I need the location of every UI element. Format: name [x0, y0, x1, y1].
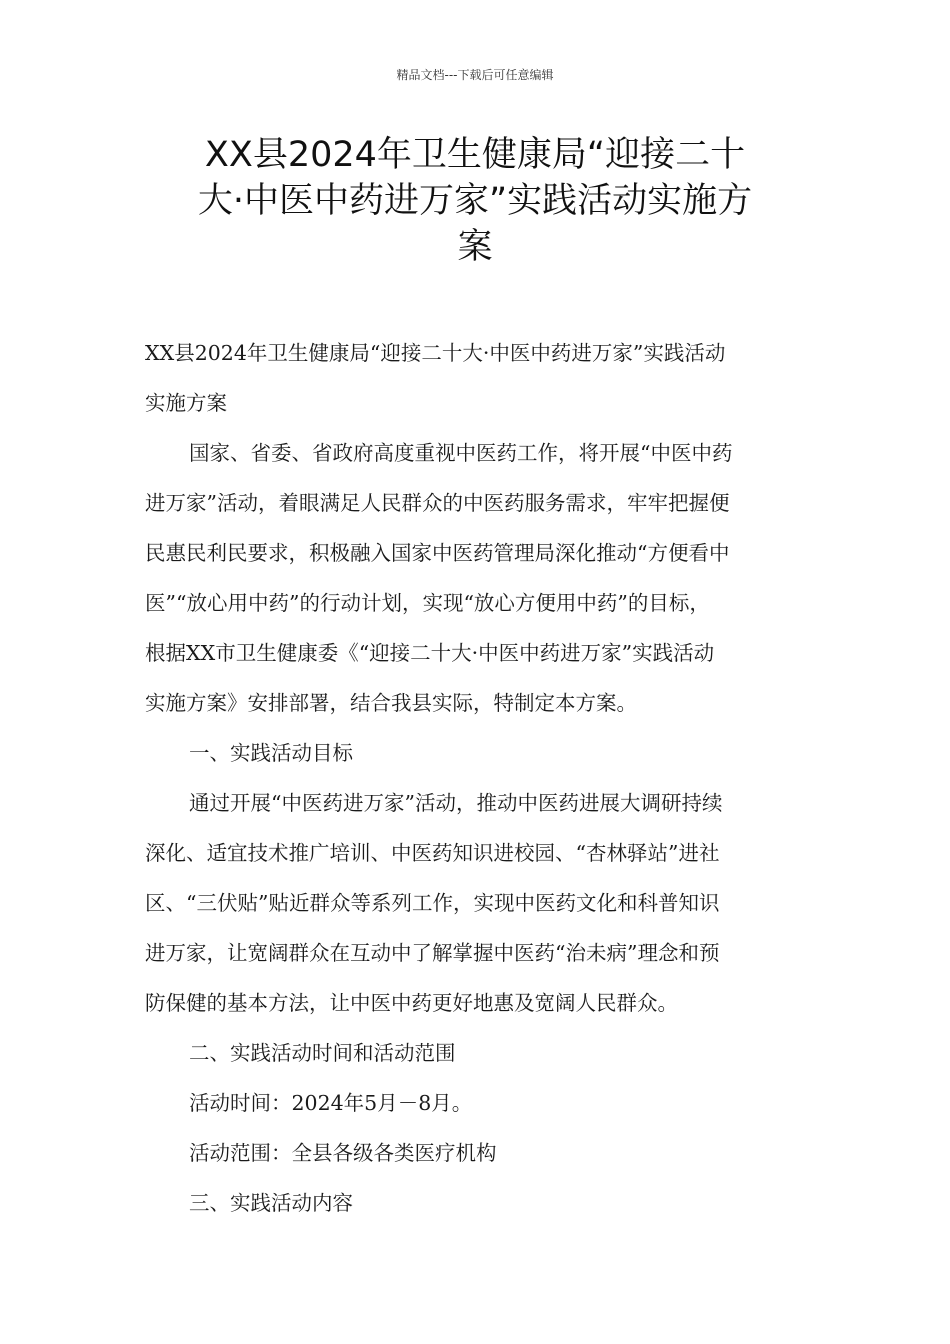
- section-heading: 三、实践活动内容: [189, 1191, 353, 1215]
- body-line: 民惠民利民要求，积极融入国家中医药管理局深化推动“方便看中: [145, 541, 730, 565]
- body-line: 根据XX市卫生健康委《“迎接二十大·中医中药进万家”实践活动: [145, 641, 715, 665]
- body-line: XX县2024年卫生健康局“迎接二十大·中医中药进万家”实践活动: [145, 341, 726, 365]
- body-line: 深化、适宜技术推广培训、中医药知识进校园、“杏林驿站”进社: [145, 841, 720, 865]
- section-heading: 一、实践活动目标: [189, 741, 353, 765]
- body-line: 实施方案》安排部署，结合我县实际，特制定本方案。: [145, 691, 637, 715]
- title-line-3: 案: [457, 227, 493, 267]
- body-line: 国家、省委、省政府高度重视中医药工作，将开展“中医中药: [189, 441, 733, 465]
- body-line: 进万家”活动，着眼满足人民群众的中医药服务需求，牢牢把握便: [145, 491, 730, 515]
- body-line: 活动时间：2024年5月－8月。: [189, 1091, 473, 1115]
- body-line: 进万家，让宽阔群众在互动中了解掌握中医药“治未病”理念和预: [145, 941, 720, 965]
- body-line: 通过开展“中医药进万家”活动，推动中医药进展大调研持续: [189, 791, 723, 815]
- body-line: 实施方案: [145, 391, 227, 415]
- title-line-2: 大·中医中药进万家”实践活动实施方: [197, 181, 753, 221]
- document-title: [120, 132, 830, 270]
- title-line-1: XX县2024年卫生健康局“迎接二十: [204, 135, 746, 175]
- body-line: 活动范围：全县各级各类医疗机构: [189, 1141, 497, 1165]
- body-line: 医”“放心用中药”的行动计划，实现“放心方便用中药”的目标，: [145, 591, 710, 615]
- section-heading: 二、实践活动时间和活动范围: [189, 1041, 456, 1065]
- body-line: 区、“三伏贴”贴近群众等系列工作，实现中医药文化和科普知识: [145, 891, 720, 915]
- page-header: 精品文档---下载后可任意编辑: [396, 68, 554, 82]
- body-line: 防保健的基本方法，让中医中药更好地惠及宽阔人民群众。: [145, 991, 678, 1015]
- document-body: [145, 328, 805, 1228]
